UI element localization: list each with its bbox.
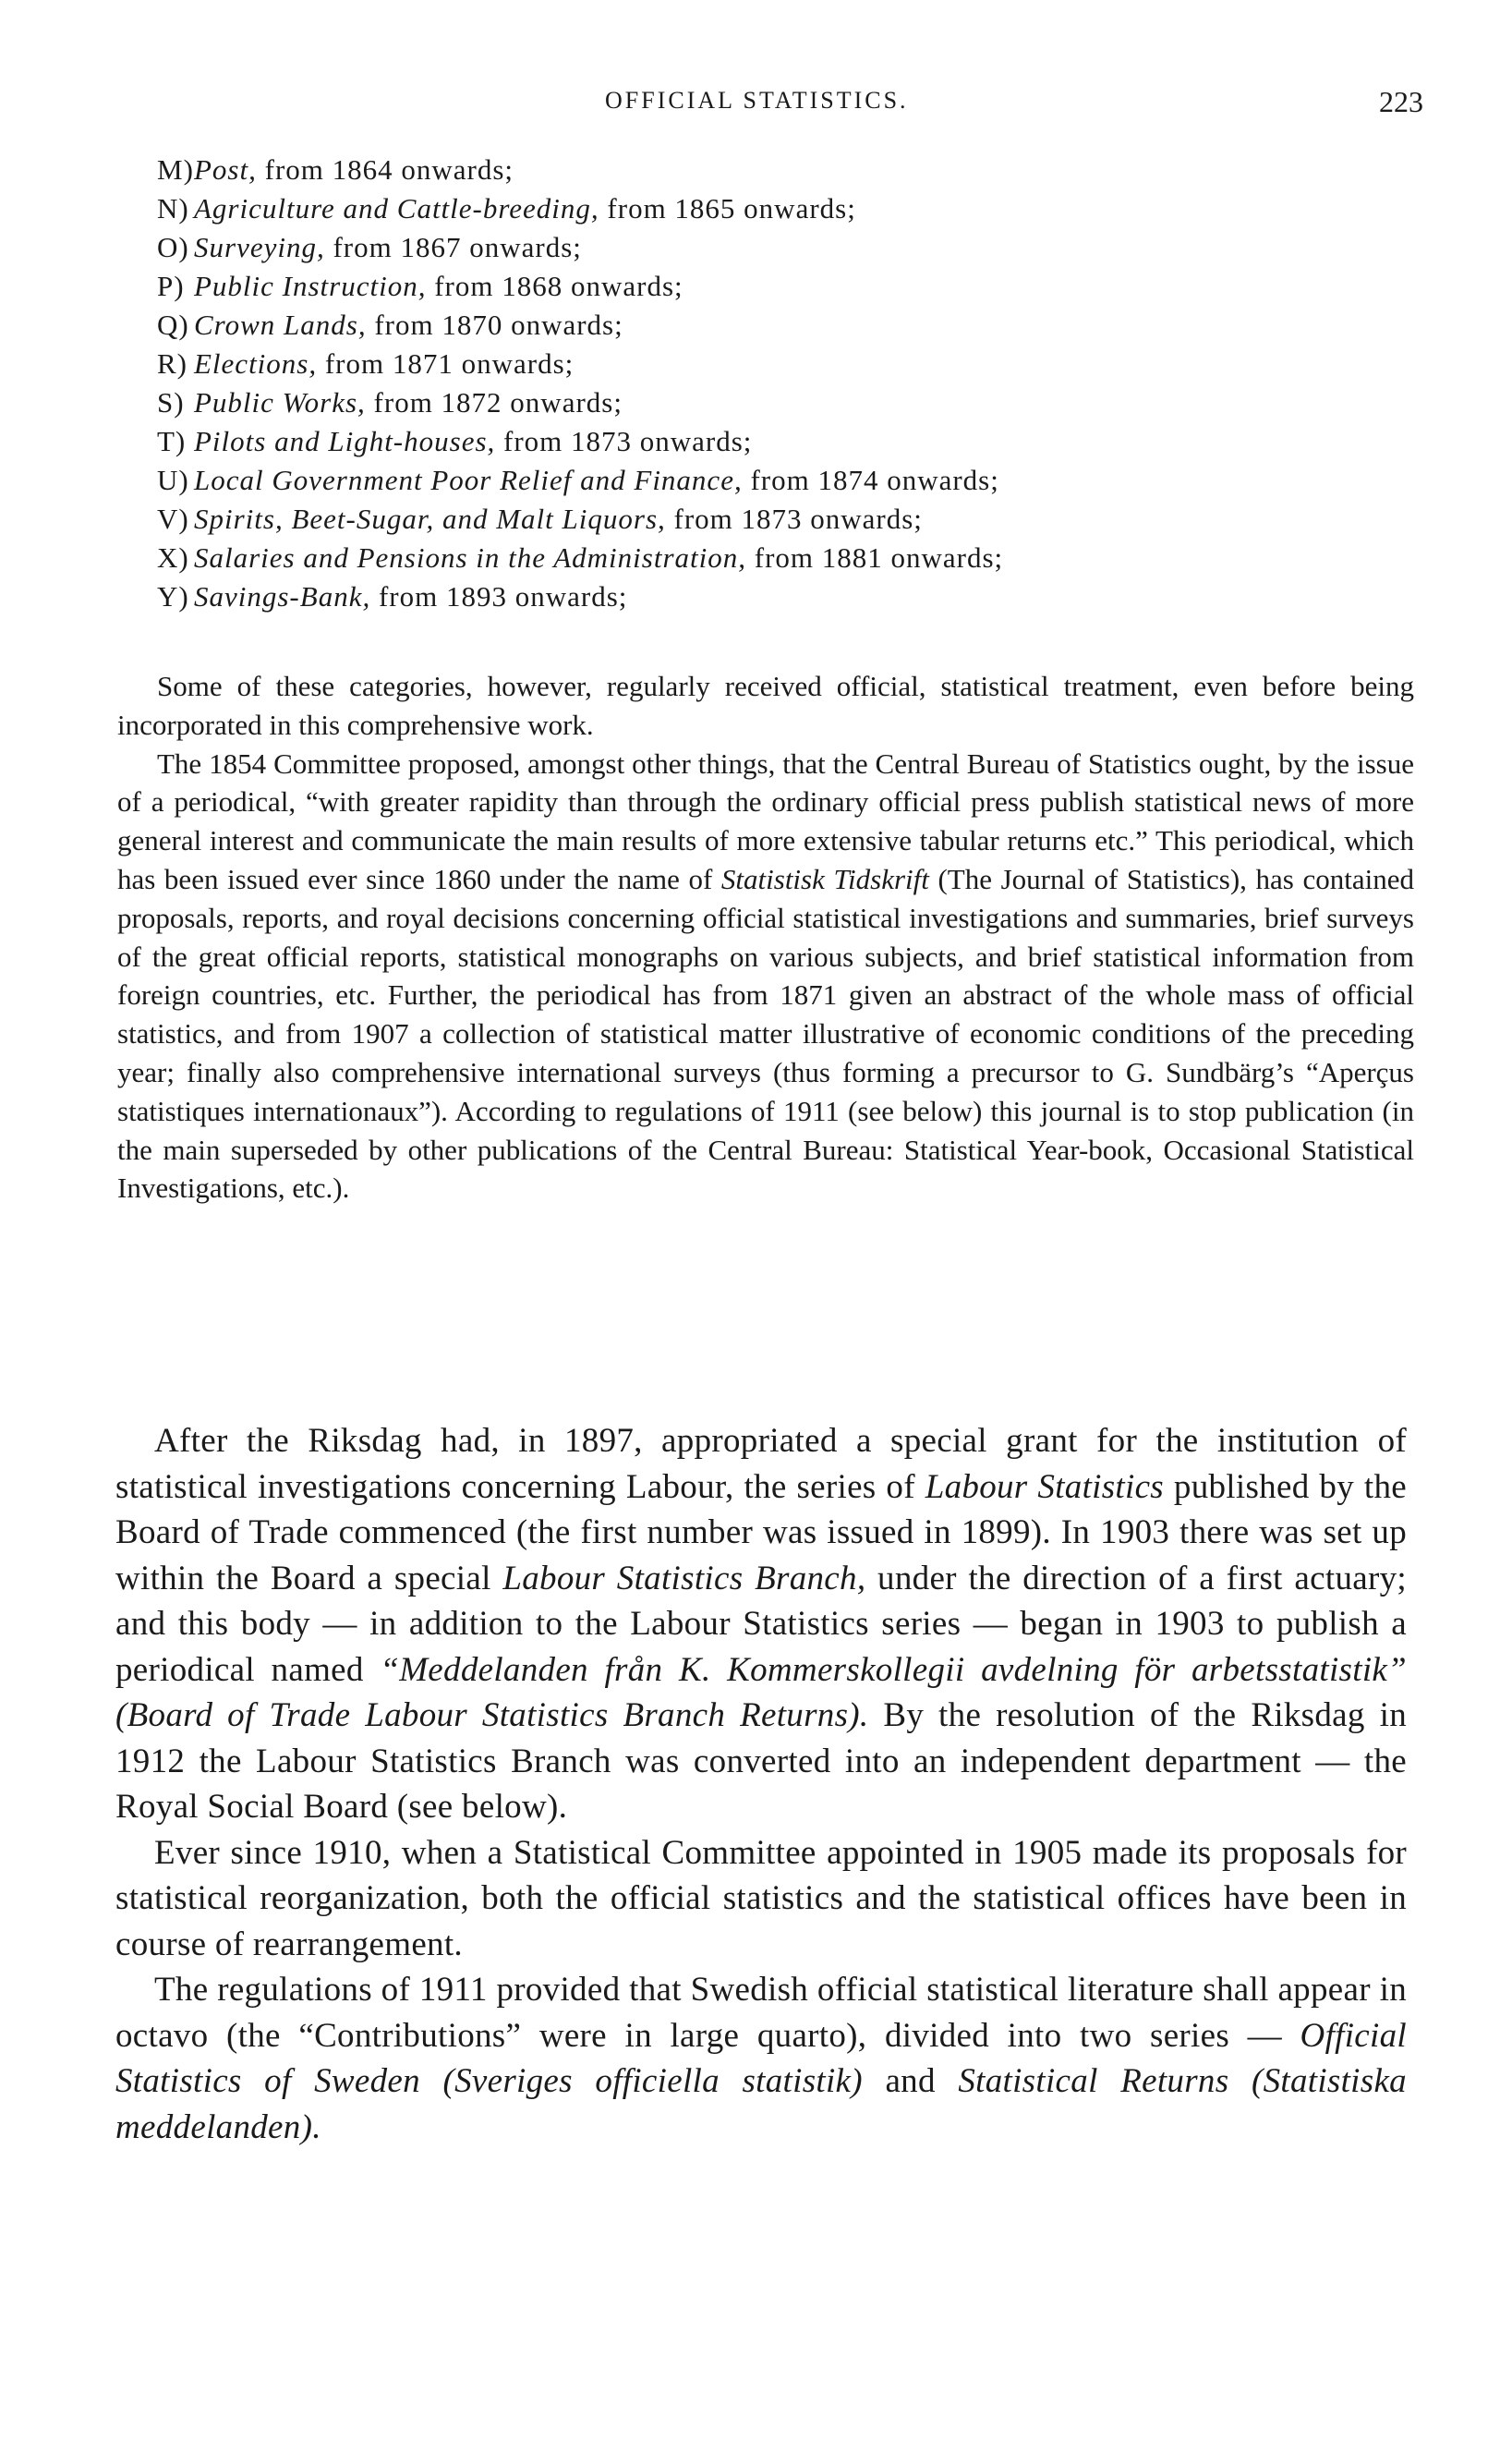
paragraph-text: The regulations of 1911 provided that Swedish official statistical literature shall appear in octavo (the “Contributions” were in large quarto), divided into two series — [115,1971,1407,2055]
item-since: from 1874 onwards; [742,464,999,496]
paragraph [115,1830,1407,1968]
item-topic: Elections, [194,347,318,380]
item-topic: Salaries and Pensions in the Administration, [194,541,746,574]
paragraph-text: Ever since 1910, when a Statistical Committee appointed in 1905 made its proposals for statistical reorganization, both the official statistics and the statistical offices have been in course of rearrangement. [115,1833,1407,1963]
paragraph-text: Some of these categories, however, regularly received official, statistical treatment, even before being incorporated in this comprehensive work. [117,670,1414,741]
list-item [157,345,1432,383]
item-topic: Local Government Poor Relief and Finance, [194,464,743,496]
running-title: OFFICIAL STATISTICS. [605,87,909,114]
item-letter: Y) [157,580,189,613]
item-letter: T) [157,425,187,457]
branch-title: Labour Statistics Branch, [502,1559,866,1597]
item-since: from 1864 onwards; [256,153,514,186]
list-item [157,267,1432,306]
item-topic: Spirits, Beet-Sugar, and Malt Liquors, [194,503,666,535]
item-topic: Savings-Bank, [194,580,371,613]
item-letter: X) [157,541,189,574]
paragraph [117,667,1414,745]
main-text-section [115,1418,1407,2150]
item-since: from 1868 onwards; [426,270,683,302]
list-item [157,500,1432,539]
item-since: from 1867 onwards; [324,231,582,263]
paragraph [115,1967,1407,2150]
paragraph-text: and [862,2062,959,2100]
item-topic: Post, [194,153,257,186]
item-letter: O) [157,231,189,263]
item-topic: Public Instruction, [194,270,427,302]
list-item [157,151,1432,189]
paragraph-text: (The Journal of Statistics), has contained proposals, reports, and royal decisions concerning official statistical investigations and summaries, brief surveys of the great official reports, statistical monographs on various subjects, and brief statistical information from foreign countries, etc. Further, the periodical has from 1871 given an abstract of the whole mass of official statistics, and from 1907 a collection of statistical matter illustrative of economic conditions of the preceding year; finally also comprehensive international surveys (thus forming a precursor to G. Sundbärg’s “Aperçus statistiques internationaux”). According to regulations of 1911 (see below) this journal is to stop publication (in the main superseded by other publications of the Central Bureau: Statistical Year-book, Occasional Statistical Investigations, etc.). [117,862,1414,1205]
item-letter: Q) [157,309,189,341]
series-title: Labour Statistics [925,1467,1165,1506]
item-since: from 1865 onwards; [599,192,856,225]
paragraph [115,1418,1407,1830]
list-item [157,189,1432,228]
paragraph-text: published by the Board of Trade commenced (the first number was issued in 1899). In 1903 there was set up within the Board a special [115,1467,1407,1597]
paragraph-text: After the Riksdag had, in 1897, appropriated a special grant for the institution of statistical investigations concerning Labour, the series of [115,1422,1407,1506]
list-item [157,306,1432,345]
item-topic: Surveying, [194,231,325,263]
item-since: from 1881 onwards; [746,541,1004,574]
item-since: from 1871 onwards; [317,347,575,380]
paragraph-text: The 1854 Committee proposed, amongst other things, that the Central Bureau of Statistics ought, by the issue of a periodical, “with greater rapidity than through the ordinary official press publish statistical news of more general interest and communicate the main results of more extensive tabular returns etc.” This periodical, which has been issued ever since 1860 under the name of [117,747,1414,895]
item-letter: P) [157,270,185,302]
item-topic: Pilots and Light-houses, [194,425,496,457]
item-letter: U) [157,464,189,496]
item-since: from 1873 onwards; [495,425,753,457]
paragraph [117,745,1414,1208]
item-since: from 1873 onwards; [665,503,923,535]
item-letter: R) [157,347,187,380]
list-item [157,228,1432,267]
item-topic: Agriculture and Cattle-breeding, [194,192,599,225]
item-since: from 1872 onwards; [365,386,623,419]
series-title: Statistical Returns (Statistiska meddelanden). [115,2062,1407,2146]
item-letter: N) [157,192,189,225]
category-list [157,151,1432,616]
item-letter: V) [157,503,189,535]
list-item [157,577,1432,616]
series-title: Official Statistics of Sweden (Sveriges officiella statistik) [115,2016,1407,2100]
periodical-title: “Meddelanden från K. Kommerskollegii avdelning för arbetsstatistik” (Board of Trade Labour Statistics Branch Returns). [115,1650,1407,1734]
list-item [157,383,1432,422]
journal-title: Statistisk Tidskrift [720,862,929,895]
item-topic: Crown Lands, [194,309,367,341]
small-print-section [117,667,1414,1208]
list-item [157,422,1432,461]
paragraph-text: under the direction of a first actuary; and this body — in addition to the Labour Statistics series — began in 1903 to publish a periodical named [115,1559,1407,1689]
item-letter: S) [157,386,185,419]
list-item [157,539,1432,577]
item-letter: M) [157,153,194,186]
item-topic: Public Works, [194,386,366,419]
paragraph-text: By the resolution of the Riksdag in 1912 the Labour Statistics Branch was converted into an independent department — the Royal Social Board (see below). [115,1696,1407,1826]
page-number: 223 [1379,85,1423,118]
item-since: from 1893 onwards; [370,580,628,613]
item-since: from 1870 onwards; [366,309,623,341]
list-item [157,461,1432,500]
